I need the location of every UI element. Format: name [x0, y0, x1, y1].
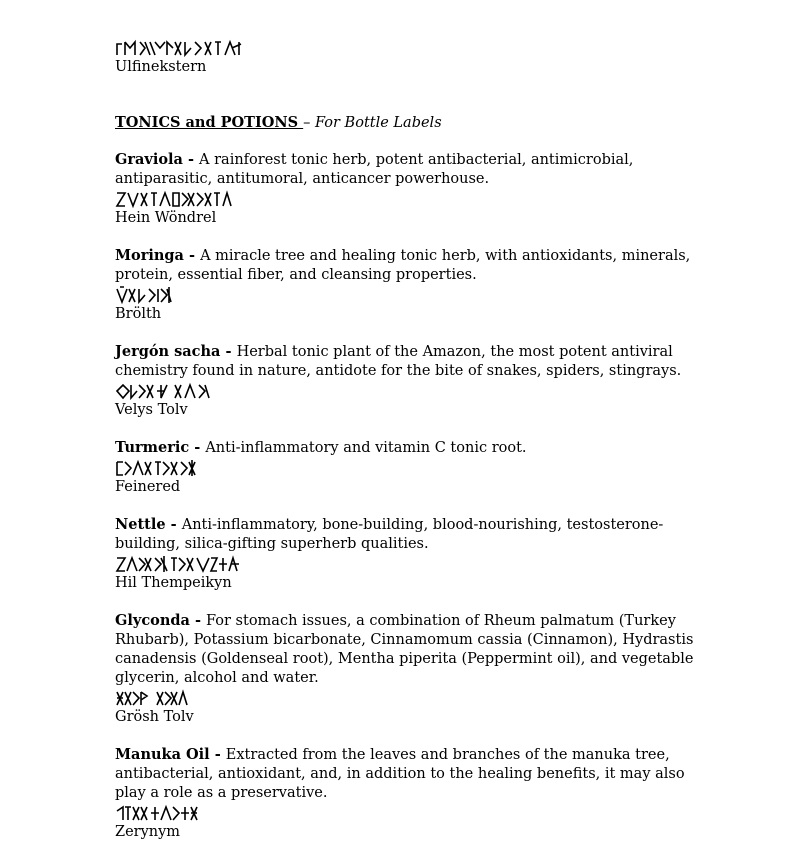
document-page	[115, 38, 695, 842]
entry-term: Turmeric -	[115, 439, 206, 456]
entry-description: A rainforest tonic herb, potent antibacterial, antimicrobial, antiparasitic, antitumoral, anticancer powerhouse.	[115, 152, 634, 187]
runic-script-icon	[115, 38, 695, 58]
section-title-main: TONICS and POTIONS	[115, 114, 304, 131]
runic-script-icon	[115, 458, 695, 478]
header-name: Ulfinekstern	[115, 59, 207, 75]
section-title	[115, 113, 695, 132]
entry-name: Hein Wöndrel	[115, 210, 217, 226]
entry-text	[115, 438, 695, 458]
entry-description: For stomach issues, a combination of Rheum palmatum (Turkey Rhubarb), Potassium bicarbonate, Cinnamomum cassia (Cinnamon), Hydrastis canadensis (Goldenseal root), Mentha piperita (Peppermint oil), and vegetable glycerin, alcohol and water.	[115, 613, 694, 686]
runic-script-icon	[115, 688, 695, 708]
entry-text	[115, 246, 695, 285]
entry-text	[115, 611, 695, 688]
list-item	[115, 342, 695, 420]
list-item	[115, 745, 695, 842]
entry-term: Manuka Oil -	[115, 746, 226, 763]
entry-name: Velys Tolv	[115, 402, 188, 418]
entry-name: Grösh Tolv	[115, 709, 194, 725]
runic-script-icon	[115, 803, 695, 823]
entry-term: Graviola -	[115, 151, 200, 168]
entry-description: A miracle tree and healing tonic herb, with antioxidants, minerals, protein, essential fiber, and cleansing properties.	[115, 248, 691, 283]
entry-description: Herbal tonic plant of the Amazon, the most potent antiviral chemistry found in nature, antidote for the bite of snakes, spiders, stingrays.	[115, 344, 682, 379]
runic-script-icon	[115, 285, 695, 305]
entry-text	[115, 342, 695, 381]
runic-script-icon	[115, 189, 695, 209]
entry-term: Jergón sacha -	[115, 343, 237, 360]
list-item	[115, 438, 695, 497]
runic-script-icon	[115, 554, 695, 574]
entry-text	[115, 150, 695, 189]
entry-description: Anti-inflammatory and vitamin C tonic root.	[205, 440, 527, 456]
entry-description: Anti-inflammatory, bone-building, blood-nourishing, testosterone-building, silica-gifting superherb qualities.	[115, 517, 664, 552]
section-subtitle: For Bottle Labels	[315, 115, 442, 131]
entry-text	[115, 515, 695, 554]
entry-term: Nettle -	[115, 516, 182, 533]
entry-term: Moringa -	[115, 247, 201, 264]
entry-description: Extracted from the leaves and branches of the manuka tree, antibacterial, antioxidant, and, in addition to the healing benefits, it may also play a role as a preservative.	[115, 747, 685, 801]
entry-name: Feinered	[115, 479, 181, 495]
entry-name: Brölth	[115, 306, 162, 322]
list-item	[115, 150, 695, 228]
runic-script-icon	[115, 381, 695, 401]
entry-name: Hil Thempeikyn	[115, 575, 232, 591]
entry-name: Zerynym	[115, 824, 181, 840]
list-item	[115, 246, 695, 324]
list-item	[115, 515, 695, 593]
entry-term: Glyconda -	[115, 612, 207, 629]
entry-text	[115, 745, 695, 803]
list-item	[115, 611, 695, 727]
section-title-dash: –	[303, 115, 316, 131]
